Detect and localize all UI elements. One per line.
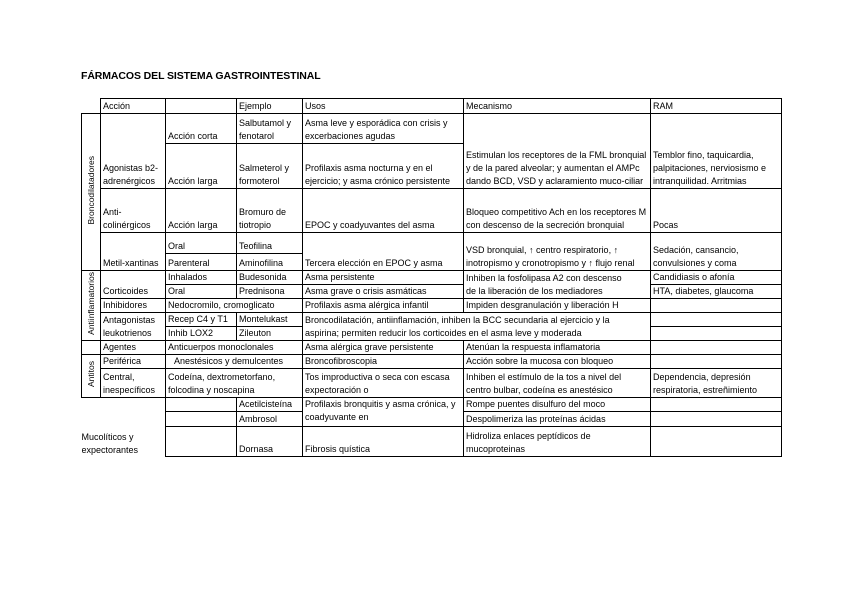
cell-ejemplo: Montelukast (237, 313, 303, 327)
cell-label: Central, inespecíficos (101, 369, 166, 398)
cell-empty (651, 341, 782, 355)
group-broncodilatadores (82, 114, 101, 271)
cell-label: Inhibidores (101, 299, 166, 313)
cell-ram: Candidiasis o afonía (651, 271, 782, 285)
cell-usos: Asma alérgica grave persistente (303, 341, 464, 355)
cell-usos: Asma persistente (303, 271, 464, 285)
cell-accion: Acción corta (166, 114, 237, 144)
cell-label: Metil-xantinas (101, 233, 166, 271)
cell-accion: Inhib LOX2 (166, 327, 237, 341)
cell-label: Antagonistas (101, 313, 166, 327)
table-row (82, 355, 782, 369)
cell-ram: Sedación, cansancio, convulsiones y coma (651, 233, 782, 271)
cell-mecanismo: Rompe puentes disulfuro del moco (464, 398, 651, 412)
cell-ram: Dependencia, depresión respiratoria, estreñimiento (651, 369, 782, 398)
cell-ejemplo: Anticuerpos monoclonales (166, 341, 303, 355)
cell-ejemplo: Salmeterol y formoterol (237, 144, 303, 189)
cell-label: leukotrienos (101, 327, 166, 341)
table-row (82, 398, 782, 412)
cell-empty (166, 398, 237, 412)
cell-mecanismo: Impiden desgranulación y liberación H (464, 299, 651, 313)
cell-accion: Inhalados (166, 271, 237, 285)
group-antitos (82, 355, 101, 398)
cell-accion: Recep C4 y T1 (166, 313, 237, 327)
cell-ejemplo: Salbutamol y fenotarol (237, 114, 303, 144)
cell-ejemplo: Bromuro de tiotropio (237, 189, 303, 233)
cell-mecanismo: VSD bronquial, ↑ centro respiratorio, ↑ inotropismo y cronotropismo y ↑ flujo renal (464, 233, 651, 271)
cell-usos: Profilaxis asma alérgica infantil (303, 299, 464, 313)
cell-mecanismo: Inhiben la fosfolipasa A2 con descenso (464, 271, 651, 285)
table-row (82, 271, 782, 285)
cell-text: aspirina; permiten reducir los corticoides en el asma leve y moderada (303, 327, 651, 341)
cell-usos: Tercera elección en EPOC y asma (303, 233, 464, 271)
table-row (82, 327, 782, 341)
cell-label: Periférica (101, 355, 166, 369)
drug-table (81, 98, 782, 457)
cell-empty (651, 398, 782, 412)
table-row (82, 341, 782, 355)
cell-empty (651, 355, 782, 369)
cell-text: Broncodilatación, antiinflamación, inhiben la BCC secundaria al ejercicio y la (303, 313, 651, 327)
cell-accion: Acción larga (166, 144, 237, 189)
cell-label: Agentes (101, 341, 166, 355)
cell-ejemplo: Teofilina (237, 233, 303, 254)
cell-empty (651, 327, 782, 341)
cell-empty (651, 427, 782, 457)
cell-accion: Acción larga (166, 189, 237, 233)
header-empty-2 (166, 99, 237, 114)
cell-ejemplo: Ambrosol (237, 412, 303, 427)
cell-mecanismo: Despolimeriza las proteínas ácidas (464, 412, 651, 427)
cell-ram: Pocas (651, 189, 782, 233)
cell-empty (651, 412, 782, 427)
cell-mecanismo: Atenúan la respuesta inflamatoria (464, 341, 651, 355)
cell-empty (82, 341, 101, 355)
cell-usos: Asma grave o crisis asmáticas (303, 285, 464, 299)
cell-empty (101, 114, 166, 144)
cell-usos: Profilaxis asma nocturna y en el ejercicio; y asma crónico persistente (303, 144, 464, 189)
cell-ejemplo: Codeína, dextrometorfano, folcodina y noscapina (166, 369, 303, 398)
header-ejemplo: Ejemplo (237, 99, 303, 114)
cell-empty (166, 427, 237, 457)
cell-ejemplo: Prednisona (237, 285, 303, 299)
cell-label: Mucolíticos y expectorantes (82, 398, 166, 457)
cell-usos: Asma leve y esporádica con crisis y excerbaciones agudas (303, 114, 464, 144)
cell-ejemplo: Zileuton (237, 327, 303, 341)
cell-ejemplo: Aminofilina (237, 254, 303, 271)
group-label: Antitos (86, 361, 96, 387)
header-mecanismo: Mecanismo (464, 99, 651, 114)
cell-usos: EPOC y coadyuvantes del asma (303, 189, 464, 233)
table-row (82, 189, 782, 233)
page-title: FÁRMACOS DEL SISTEMA GASTROINTESTINAL (81, 70, 321, 82)
table-row (82, 427, 782, 457)
cell-usos: Fibrosis quística (303, 427, 464, 457)
cell-mecanismo: Bloqueo competitivo Ach en los receptores M con descenso de la secreción bronquial (464, 189, 651, 233)
group-label: Antiinflamatorios (86, 272, 96, 335)
cell-mecanismo (464, 144, 651, 189)
table-row (82, 233, 782, 254)
table-row (82, 313, 782, 327)
cell-empty (464, 114, 651, 144)
group-label: Broncodilatadores (86, 155, 96, 225)
header-row (82, 99, 782, 114)
cell-empty (651, 313, 782, 327)
cell-accion: Oral (166, 233, 237, 254)
cell-mecanismo: de la liberación de los mediadores (464, 285, 651, 299)
mecanismo-text: Estimulan los receptores de la FML bronquial y de la pared alveolar; y aumentan el AMPc dando BCD, VSD y aclaramiento muco-ciliar (466, 150, 647, 186)
cell-label: Corticoides (101, 271, 166, 299)
header-accion: Acción (101, 99, 166, 114)
table-row (82, 299, 782, 313)
table-row (82, 369, 782, 398)
cell-empty (166, 412, 237, 427)
cell-mecanismo: Acción sobre la mucosa con bloqueo (464, 355, 651, 369)
cell-label: Agonistas b2-adrenérgicos (101, 144, 166, 189)
cell-ejemplo: Dornasa (237, 427, 303, 457)
cell-ejemplo: Acetilcisteína (237, 398, 303, 412)
cell-usos: Broncofibroscopia (303, 355, 464, 369)
table-row (82, 114, 782, 144)
header-empty (82, 99, 101, 114)
cell-usos: Profilaxis bronquitis y asma crónica, y coadyuvante en (303, 398, 464, 427)
cell-usos: Tos improductiva o seca con escasa expectoración o (303, 369, 464, 398)
header-ram: RAM (651, 99, 782, 114)
cell-ejemplo: Budesonida (237, 271, 303, 285)
table-row (82, 285, 782, 299)
cell-ram: Temblor fino, taquicardia, palpitaciones, nerviosismo e intranquilidad. Arritmias (651, 144, 782, 189)
cell-accion: Oral (166, 285, 237, 299)
cell-ejemplo: Nedocromilo, cromoglicato (166, 299, 303, 313)
group-antiinflamatorios (82, 271, 101, 341)
cell-mecanismo: Inhiben el estímulo de la tos a nivel del centro bulbar, codeína es anestésico (464, 369, 651, 398)
cell-ram: HTA, diabetes, glaucoma (651, 285, 782, 299)
cell-mecanismo: Hidroliza enlaces peptídicos de mucoproteinas (464, 427, 651, 457)
table-row (82, 144, 782, 189)
cell-empty (651, 114, 782, 144)
cell-empty (651, 299, 782, 313)
cell-label: Anti-colinérgicos (101, 189, 166, 233)
cell-ejemplo: Anestésicos y demulcentes (166, 355, 303, 369)
header-usos: Usos (303, 99, 464, 114)
cell-accion: Parenteral (166, 254, 237, 271)
